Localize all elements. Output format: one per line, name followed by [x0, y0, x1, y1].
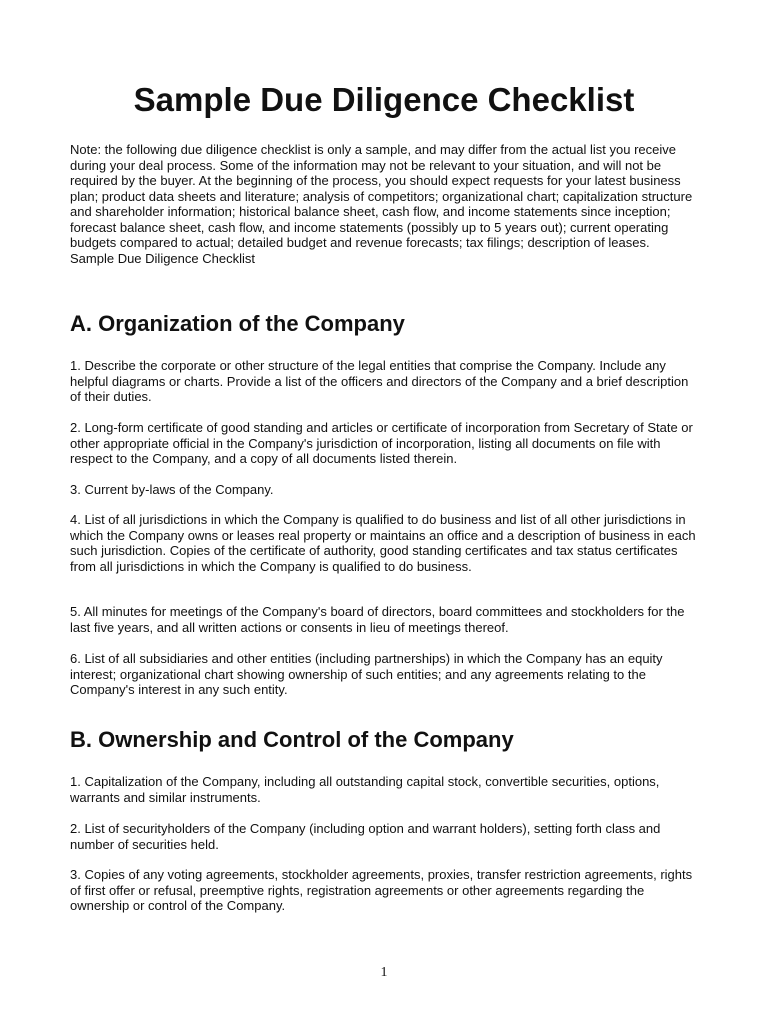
- document-title: Sample Due Diligence Checklist: [133, 81, 635, 118]
- checklist-item: 4. List of all jurisdictions in which the Company is qualified to do business and list of all other jurisdictions in which the Company owns or leases real property or maintains an office and a description of business in each such jurisdiction. Copies of the certificate of authority, good standing certificates and tax status certificates from all jurisdictions in which the Company is qualified to do business.: [70, 512, 696, 574]
- checklist-item: 3. Copies of any voting agreements, stockholder agreements, proxies, transfer restriction agreements, rights of first offer or refusal, preemptive rights, registration agreements or other agreements regarding the ownership or control of the Company.: [70, 867, 693, 913]
- intro-note-text: Note: the following due diligence checklist is only a sample, and may differ from the actual list you receive during your deal process. Some of the information may not be relevant to your situation, and will not be required by the buyer. At the beginning of the process, you should expect requests for your latest business plan; product data sheets and literature; analysis of competitors; organizational chart; capitalization structure and shareholder information; historical balance sheet, cash flow, and income statements since inception; forecast balance sheet, cash flow, and income statements (possibly up to 5 years out); current operating budgets compared to actual; detailed budget and revenue forecasts; tax filings; description of leases.: [70, 142, 693, 250]
- page-number: 1: [380, 965, 388, 980]
- intro-note: [70, 142, 702, 266]
- checklist-item: 5. All minutes for meetings of the Company's board of directors, board committees and stockholders for the last five years, and all written actions or consents in lieu of meetings thereof.: [70, 604, 685, 635]
- checklist-item: 2. List of securityholders of the Company (including option and warrant holders), setting forth class and number of securities held.: [70, 821, 661, 852]
- checklist-item: 1. Capitalization of the Company, including all outstanding capital stock, convertible securities, options, warrants and similar instruments.: [70, 774, 660, 805]
- checklist-item: 3. Current by-laws of the Company.: [70, 482, 274, 497]
- checklist-item: 1. Describe the corporate or other structure of the legal entities that comprise the Company. Include any helpful diagrams or charts. Provide a list of the officers and directors of the Company and a brief description of their duties.: [70, 358, 689, 404]
- section-heading-organization: A. Organization of the Company: [70, 311, 405, 336]
- checklist-item: 2. Long-form certificate of good standing and articles or certificate of incorporation from Secretary of State or other appropriate official in the Company's jurisdiction of incorporation, listing all documents on file with respect to the Company, and a copy of all documents listed therein.: [70, 420, 693, 466]
- intro-note-subtitle: Sample Due Diligence Checklist: [70, 250, 255, 266]
- checklist-item: 6. List of all subsidiaries and other entities (including partnerships) in which the Company has an equity interest; organizational chart showing ownership of such entities; and any agreements relating to the Company's interest in any such entity.: [70, 651, 663, 697]
- section-heading-ownership: B. Ownership and Control of the Company: [70, 727, 514, 752]
